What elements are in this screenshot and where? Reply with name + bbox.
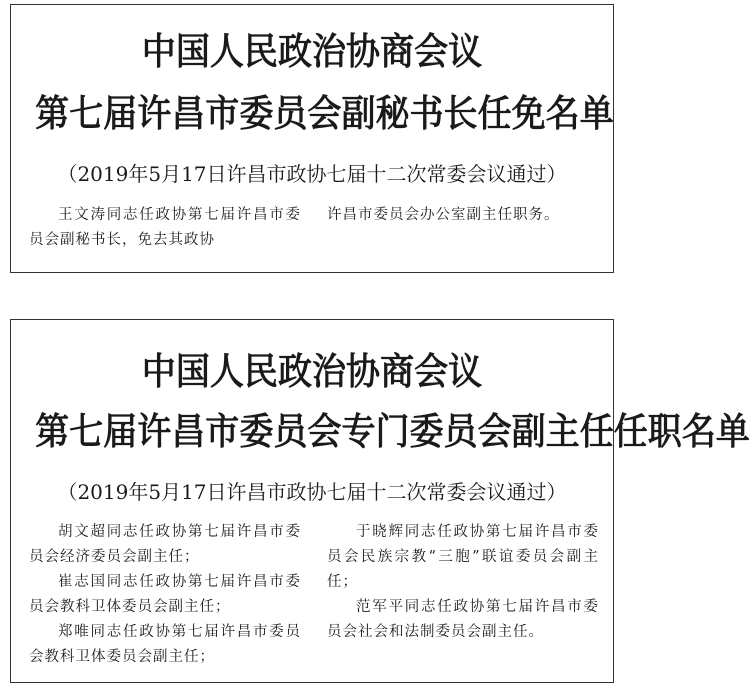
- body-column-left: [29, 203, 301, 253]
- appointment-paragraph-end: 许昌市委员会办公室副主任职务。: [327, 207, 560, 223]
- notice-subtitle: （2019年5月17日许昌市政协七届十二次常委会议通过）: [57, 480, 567, 504]
- notice-vice-secretary-general: [10, 4, 614, 273]
- notice-body: [29, 203, 599, 253]
- appointment-paragraph-start: 王文涛同志任政协第七届许昌市委员会副秘书长，免去其政协: [29, 207, 301, 248]
- appointment-item: 于晓辉同志任政协第七届许昌市委员会民族宗教“三胞”联谊委员会副主任；: [327, 524, 599, 590]
- notice-title-line-1: 中国人民政治协商会议: [141, 350, 483, 393]
- notice-title-line-2: 第七届许昌市委员会专门委员会副主任任职名单: [35, 410, 750, 453]
- appointment-item: 范军平同志任政协第七届许昌市委员会社会和法制委员会副主任。: [327, 599, 599, 640]
- notice-title-line-1: 中国人民政治协商会议: [141, 30, 483, 73]
- notice-committee-vice-chairs: [10, 319, 750, 683]
- appointment-item: 胡文超同志任政协第七届许昌市委员会经济委员会副主任；: [29, 524, 301, 565]
- notice-subtitle: （2019年5月17日许昌市政协七届十二次常委会议通过）: [57, 162, 567, 186]
- appointment-item: 郑唯同志任政协第七届许昌市委员会教科卫体委员会副主任；: [29, 624, 301, 665]
- notice-title-line-2: 第七届许昌市委员会副秘书长任免名单: [35, 92, 614, 135]
- body-column-left: [29, 520, 301, 670]
- body-column-right: [327, 203, 599, 253]
- appointment-item: 崔志国同志任政协第七届许昌市委员会教科卫体委员会副主任；: [29, 574, 301, 615]
- body-column-right: [327, 520, 599, 670]
- notice-body: [29, 520, 599, 670]
